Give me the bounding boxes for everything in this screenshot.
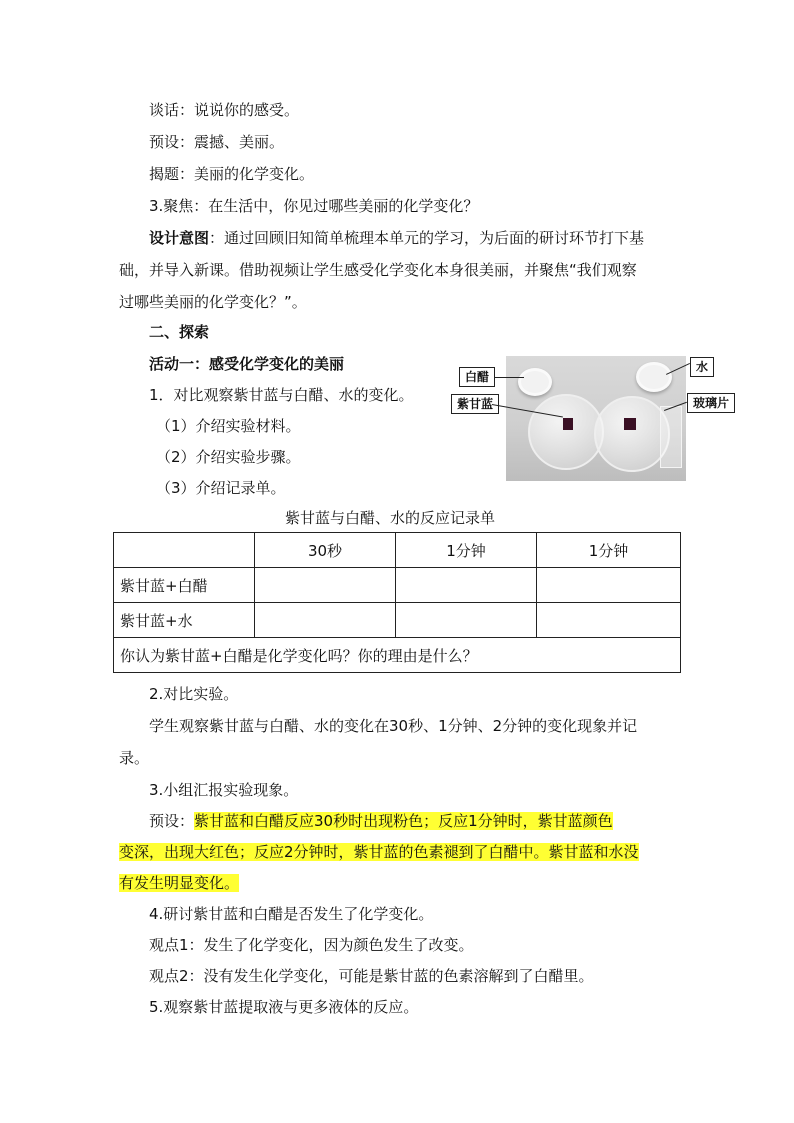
blank-cell[interactable] [396, 568, 537, 603]
cabbage-piece-left [563, 418, 573, 430]
highlight-text-3: 有发生明显变化。 [119, 874, 240, 892]
observation-line-2: 录。 [119, 749, 150, 767]
left-petri-dish [528, 394, 604, 470]
preset-result-line-3 [119, 873, 239, 893]
label-vinegar: 白醋 [459, 367, 495, 387]
step-4-line: 4.研讨紫甘蓝和白醋是否发生了化学变化。 [149, 905, 434, 923]
blank-cell[interactable] [255, 568, 396, 603]
header-cell-1min-b: 1分钟 [537, 533, 681, 568]
preset-result-line [149, 811, 613, 831]
preset-result-line-2 [119, 842, 639, 862]
design-intent-text: ：通过回顾旧知简单梳理本单元的学习，为后面的研讨环节打下基 [209, 229, 645, 247]
row-label-water: 紫甘蓝+水 [114, 603, 255, 638]
blank-cell[interactable] [396, 603, 537, 638]
table-row [114, 603, 681, 638]
observation-line: 学生观察紫甘蓝与白醋、水的变化在30秒、1分钟、2分钟的变化现象并记 [149, 717, 638, 735]
blank-cell[interactable] [537, 603, 681, 638]
arrow-vinegar [494, 377, 524, 378]
preset-label: 预设： [149, 812, 195, 830]
design-intent-label: 设计意图 [149, 229, 210, 247]
vinegar-cup [518, 368, 552, 396]
step-1-line: 1．对比观察紫甘蓝与白醋、水的变化。 [149, 386, 414, 404]
topic-line: 揭题：美丽的化学变化。 [149, 165, 315, 183]
step-5-line: 5.观察紫甘蓝提取液与更多液体的反应。 [149, 998, 419, 1016]
viewpoint-1: 观点1：发生了化学变化，因为颜色发生了改变。 [149, 936, 474, 954]
label-water: 水 [690, 357, 714, 377]
step-3-line: 3.小组汇报实验现象。 [149, 781, 299, 799]
water-cup [636, 362, 672, 392]
header-cell-30s: 30秒 [255, 533, 396, 568]
design-intent-line-3: 过哪些美丽的化学变化？”。 [119, 293, 307, 311]
table-caption: 紫甘蓝与白醋、水的反应记录单 [285, 509, 496, 527]
header-cell-empty [114, 533, 255, 568]
label-glass-slide: 玻璃片 [687, 393, 735, 413]
header-cell-1min: 1分钟 [396, 533, 537, 568]
focus-line: 3.聚焦：在生活中，你见过哪些美丽的化学变化？ [149, 197, 479, 215]
table-header-row [114, 533, 681, 568]
highlight-text-2: 变深，出现大红色；反应2分钟时，紫甘蓝的色素褪到了白醋中。紫甘蓝和水没 [119, 843, 639, 861]
design-intent-line [149, 228, 644, 248]
experiment-photo [506, 356, 686, 481]
design-intent-line-2: 础，并导入新课。借助视频让学生感受化学变化本身很美丽，并聚焦“我们观察 [119, 261, 637, 279]
substep-2: （2）介绍实验步骤。 [156, 448, 301, 466]
blank-cell[interactable] [537, 568, 681, 603]
question-cell: 你认为紫甘蓝+白醋是化学变化吗？你的理由是什么？ [114, 638, 681, 673]
dialogue-line: 谈话：说说你的感受。 [149, 101, 300, 119]
section-heading-explore: 二、探索 [149, 323, 210, 341]
table-row [114, 638, 681, 673]
substep-1: （1）介绍实验材料。 [156, 417, 301, 435]
glass-slide [660, 406, 682, 468]
activity-heading: 活动一：感受化学变化的美丽 [149, 355, 345, 373]
highlight-text-1: 紫甘蓝和白醋反应30秒时出现粉色；反应1分钟时，紫甘蓝颜色 [194, 812, 613, 830]
record-table [113, 532, 681, 673]
right-petri-dish [594, 396, 670, 472]
blank-cell[interactable] [255, 603, 396, 638]
cabbage-piece-right [624, 418, 636, 430]
step-2-line: 2.对比实验。 [149, 685, 239, 703]
label-cabbage: 紫甘蓝 [451, 394, 499, 414]
preset-line: 预设：震撼、美丽。 [149, 133, 285, 151]
table-row [114, 568, 681, 603]
row-label-vinegar: 紫甘蓝+白醋 [114, 568, 255, 603]
substep-3: （3）介绍记录单。 [156, 479, 286, 497]
viewpoint-2: 观点2：没有发生化学变化，可能是紫甘蓝的色素溶解到了白醋里。 [149, 967, 594, 985]
